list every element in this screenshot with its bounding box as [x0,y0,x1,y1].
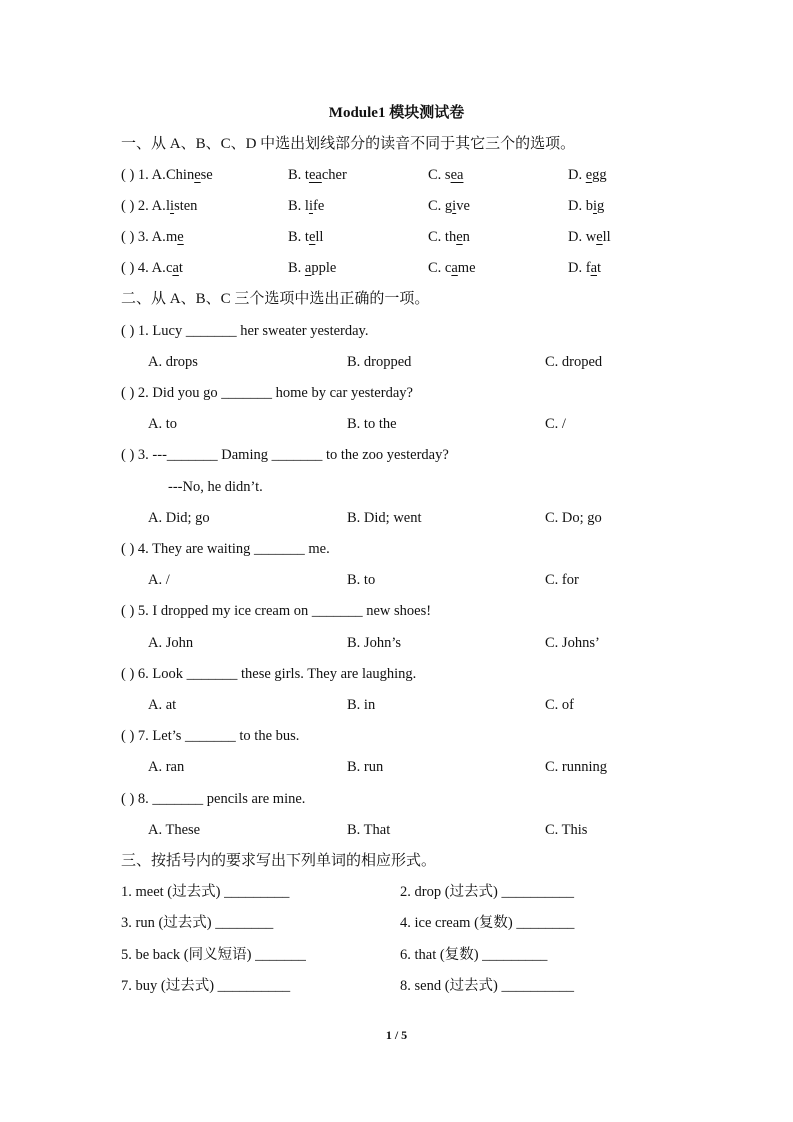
s2-q8-option-a: A. These [148,822,201,838]
s3-item-8: 8. send (过去式) __________ [400,978,574,994]
s2-q6-option-b: B. in [347,697,376,713]
s2-q4-option-b: B. to [347,572,376,588]
s2-q8-option-b: B. That [347,822,391,838]
s2-q6-option-a: A. at [148,697,177,713]
s2-q7-option-c: C. running [545,759,608,775]
s1-row-3-option-a: me [166,229,184,245]
s2-q6-stem: ( ) 6. Look _______ these girls. They are laughing. [121,666,417,682]
s2-q6-option-c: C. of [545,697,574,713]
s3-item-2: 2. drop (过去式) __________ [400,884,574,900]
s2-q7-option-a: A. ran [148,759,185,775]
s2-q5-option-c: C. Johns’ [545,635,600,651]
s3-item-4: 4. ice cream (复数) ________ [400,915,575,931]
s2-q2-stem: ( ) 2. Did you go _______ home by car yesterday? [121,385,413,401]
s2-q5-option-b: B. John’s [347,635,401,651]
s1-row-1-option-a: Chinese [166,167,213,183]
s2-q5-stem: ( ) 5. I dropped my ice cream on _______ new shoes! [121,603,432,619]
s1-row-2-option-b: B. life [288,198,325,214]
s2-q4-stem: ( ) 4. They are waiting _______ me. [121,541,330,557]
s1-row-4-option-c: C. came [428,260,476,276]
s3-item-6: 6. that (复数) _________ [400,947,548,963]
s1-row-1-num: ( ) 1. A. [121,167,166,183]
s1-row-4-option-b: B. apple [288,260,337,276]
s2-q4-option-c: C. for [545,572,579,588]
s2-q3-stem: ( ) 3. ---_______ Daming _______ to the zoo yesterday? [121,447,449,463]
s2-q1-option-a: A. drops [148,354,198,370]
s2-q1-stem: ( ) 1. Lucy _______ her sweater yesterday. [121,323,369,339]
s2-q2-option-c: C. / [545,416,566,432]
s1-row-1-option-b: B. teacher [288,167,347,183]
s2-q3-option-b: B. Did; went [347,510,422,526]
s3-item-1: 1. meet (过去式) _________ [121,884,290,900]
s2-q4-option-a: A. / [148,572,170,588]
s2-q2-option-a: A. to [148,416,177,432]
s2-q3-response: ---No, he didn’t. [168,479,263,495]
section1-heading: 一、从 A、B、C、D 中选出划线部分的读音不同于其它三个的选项。 [121,136,576,152]
s1-row-2-option-a: listen [166,198,198,214]
section3-heading: 三、按括号内的要求写出下列单词的相应形式。 [121,853,437,869]
s2-q1-option-b: B. dropped [347,354,412,370]
s2-q3-option-a: A. Did; go [148,510,210,526]
s2-q8-option-c: C. This [545,822,588,838]
s1-row-4-option-a: cat [166,260,183,276]
s1-row-2-option-c: C. give [428,198,470,214]
s2-q7-option-b: B. run [347,759,384,775]
s2-q1-option-c: C. droped [545,354,603,370]
page-title: Module1 模块测试卷 [328,105,465,121]
s1-row-3-option-c: C. then [428,229,470,245]
s2-q5-option-a: A. John [148,635,194,651]
s1-row-4-num: ( ) 4. A. [121,260,166,276]
s3-item-5: 5. be back (同义短语) _______ [121,947,306,963]
s3-item-3: 3. run (过去式) ________ [121,915,274,931]
s1-row-1-option-d: D. egg [568,167,607,183]
s1-row-2-num: ( ) 2. A. [121,198,166,214]
page-number: 1 / 5 [385,1028,408,1042]
s2-q8-stem: ( ) 8. _______ pencils are mine. [121,791,306,807]
s2-q3-option-c: C. Do; go [545,510,602,526]
s3-item-7: 7. buy (过去式) __________ [121,978,291,994]
s1-row-1-option-c: C. sea [428,167,464,183]
s2-q2-option-b: B. to the [347,416,397,432]
s2-q7-stem: ( ) 7. Let’s _______ to the bus. [121,728,300,744]
s1-row-2-option-d: D. big [568,198,605,214]
s1-row-3-option-d: D. well [568,229,611,245]
s1-row-4-option-d: D. fat [568,260,602,276]
s1-row-3-option-b: B. tell [288,229,324,245]
s1-row-3-num: ( ) 3. A. [121,229,166,245]
section2-heading: 二、从 A、B、C 三个选项中选出正确的一项。 [121,291,430,307]
